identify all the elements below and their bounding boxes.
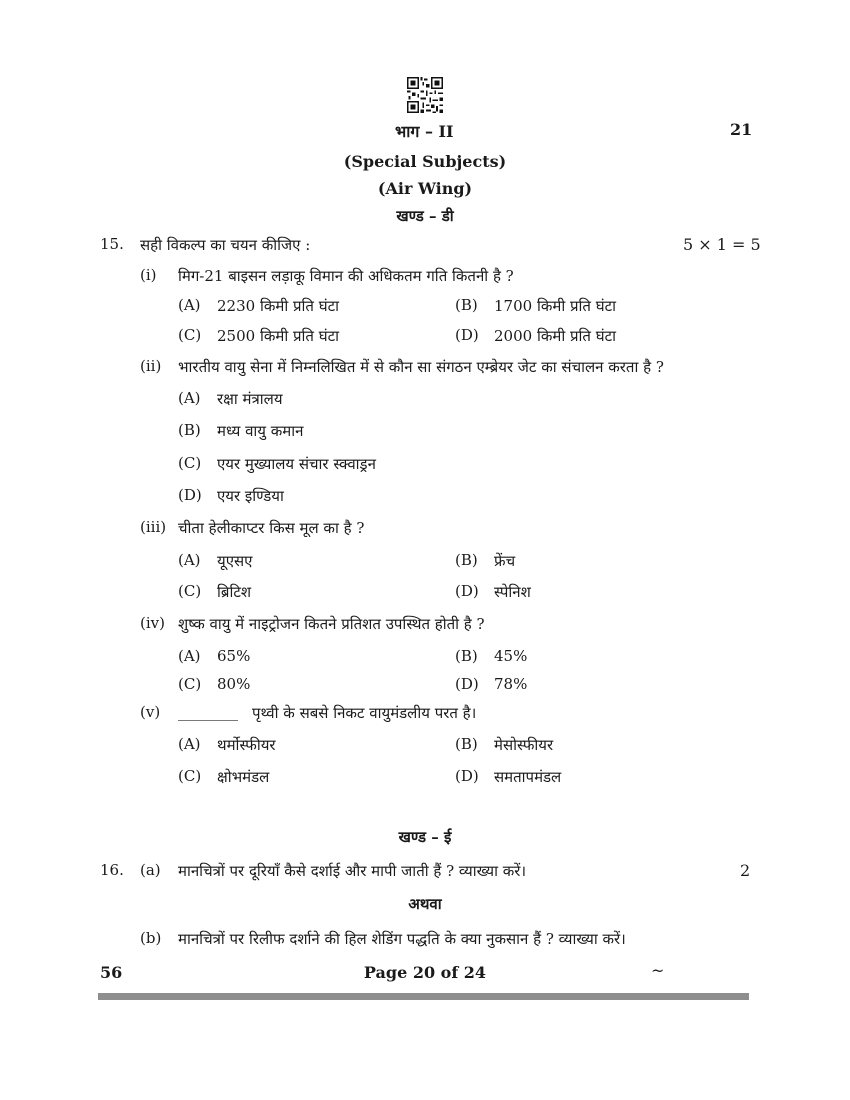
option-text: समतापमंडल bbox=[494, 768, 562, 786]
section-d-heading: खण्ड – डी bbox=[396, 207, 454, 225]
option-key: (A) bbox=[178, 735, 201, 753]
q15-ii-text: भारतीय वायु सेना में निम्नलिखित में से कौन सा संगठन एम्ब्रेयर जेट का संचालन करता है ? bbox=[178, 358, 664, 376]
option-key: (A) bbox=[178, 551, 201, 569]
option-key: (A) bbox=[178, 647, 201, 665]
q15-v-label: (v) bbox=[140, 703, 161, 721]
page-number: 21 bbox=[730, 120, 753, 139]
option-key: (B) bbox=[178, 421, 201, 439]
option-text: रक्षा मंत्रालय bbox=[217, 390, 283, 408]
part-heading: भाग – II bbox=[395, 122, 454, 141]
option-text: मध्य वायु कमान bbox=[217, 422, 304, 440]
footer-rule bbox=[98, 993, 749, 1000]
option-key: (C) bbox=[178, 767, 202, 785]
option-key: (B) bbox=[455, 647, 478, 665]
q16-b-text: मानचित्रों पर रिलीफ दर्शाने की हिल शेडिंग पद्धति के क्या नुकसान हैं ? व्याख्या करें। bbox=[178, 930, 626, 948]
option-text: यूएसए bbox=[217, 552, 253, 570]
option-key: (D) bbox=[455, 582, 479, 600]
q15-v-blank: ________ bbox=[178, 703, 238, 721]
q15-i-text: मिग-21 बाइसन लड़ाकू विमान की अधिकतम गति कितनी है ? bbox=[178, 267, 514, 285]
option-text: 1700 किमी प्रति घंटा bbox=[494, 297, 617, 315]
option-text: 45% bbox=[494, 647, 528, 665]
option-key: (B) bbox=[455, 735, 478, 753]
q15-iv-text: शुष्क वायु में नाइट्रोजन कितने प्रतिशत उपस्थित होती है ? bbox=[178, 615, 485, 633]
wing-title: (Air Wing) bbox=[377, 179, 473, 198]
option-key: (C) bbox=[178, 582, 202, 600]
q16-a-label: (a) bbox=[140, 861, 161, 879]
q15-i-label: (i) bbox=[140, 266, 157, 284]
option-key: (C) bbox=[178, 326, 202, 344]
option-text: एयर मुख्यालय संचार स्क्वाड्रन bbox=[217, 455, 376, 473]
option-key: (C) bbox=[178, 675, 202, 693]
q16-number: 16. bbox=[100, 861, 124, 879]
option-text: 2000 किमी प्रति घंटा bbox=[494, 327, 617, 345]
q16-b-label: (b) bbox=[140, 929, 162, 947]
option-text: 2500 किमी प्रति घंटा bbox=[217, 327, 340, 345]
option-key: (D) bbox=[455, 326, 479, 344]
option-text: एयर इण्डिया bbox=[217, 487, 284, 505]
option-text: स्पेनिश bbox=[494, 583, 531, 601]
qr-code-icon bbox=[407, 77, 443, 113]
footer-mark: ~ bbox=[651, 961, 665, 980]
option-key: (A) bbox=[178, 296, 201, 314]
paper-code: 56 bbox=[100, 963, 123, 982]
option-text: 80% bbox=[217, 675, 251, 693]
option-text: 78% bbox=[494, 675, 528, 693]
q16-a-text: मानचित्रों पर दूरियाँ कैसे दर्शाई और मापी जाती हैं ? व्याख्या करें। bbox=[178, 862, 527, 880]
q15-ii-label: (ii) bbox=[140, 357, 162, 375]
option-key: (C) bbox=[178, 454, 202, 472]
q15-instruction: सही विकल्प का चयन कीजिए : bbox=[140, 236, 311, 254]
q15-marks: 5 × 1 = 5 bbox=[683, 235, 761, 254]
option-text: थर्मोस्फीयर bbox=[217, 736, 276, 754]
option-key: (B) bbox=[455, 296, 478, 314]
option-text: ब्रिटिश bbox=[217, 583, 252, 601]
option-key: (D) bbox=[455, 767, 479, 785]
option-key: (D) bbox=[455, 675, 479, 693]
q15-v-text: पृथ्वी के सबसे निकट वायुमंडलीय परत है। bbox=[252, 704, 477, 722]
option-key: (D) bbox=[178, 486, 202, 504]
q15-number: 15. bbox=[100, 235, 124, 253]
page-indicator: Page 20 of 24 bbox=[363, 963, 487, 982]
q15-iii-label: (iii) bbox=[140, 518, 167, 536]
or-divider: अथवा bbox=[408, 895, 442, 913]
option-text: मेसोस्फीयर bbox=[494, 736, 554, 754]
option-text: 65% bbox=[217, 647, 251, 665]
option-text: फ्रेंच bbox=[494, 552, 516, 570]
option-text: क्षोभमंडल bbox=[217, 768, 270, 786]
option-text: 2230 किमी प्रति घंटा bbox=[217, 297, 340, 315]
q15-iv-label: (iv) bbox=[140, 614, 165, 632]
option-key: (B) bbox=[455, 551, 478, 569]
section-e-heading: खण्ड – ई bbox=[398, 828, 452, 846]
subtitle: (Special Subjects) bbox=[343, 152, 507, 171]
option-key: (A) bbox=[178, 389, 201, 407]
q15-iii-text: चीता हेलीकाप्टर किस मूल का है ? bbox=[178, 519, 365, 537]
q16-marks: 2 bbox=[740, 861, 751, 880]
